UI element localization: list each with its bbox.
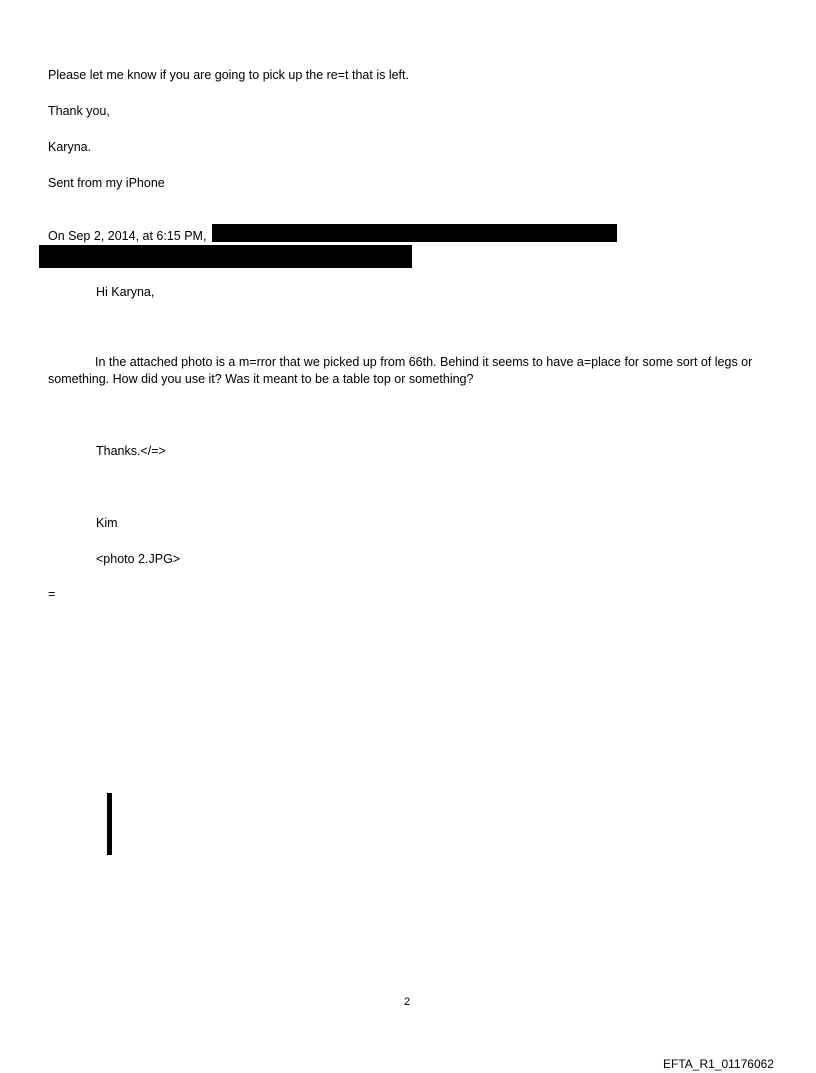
redaction-block bbox=[212, 224, 617, 242]
redaction-block bbox=[39, 245, 412, 268]
signature-line: Karyna. bbox=[48, 140, 92, 154]
quoted-closing: Thanks.</=> bbox=[96, 444, 166, 458]
quoted-body-text: In the attached photo is a m=rror that we picked up from 66th. Behind it seems to have a=place for some sort of legs or something. How did you use it? Was it meant to be a table top or something? bbox=[48, 355, 753, 386]
document-id: EFTA_R1_01176062 bbox=[663, 1057, 774, 1071]
vertical-bar-mark bbox=[107, 793, 112, 855]
thanks-line: Thank you, bbox=[48, 104, 110, 118]
quoted-name: Kim bbox=[96, 516, 118, 530]
quoted-body bbox=[48, 354, 776, 388]
trailer-line: = bbox=[48, 587, 56, 601]
quote-header: On Sep 2, 2014, at 6:15 PM, bbox=[48, 229, 207, 243]
quoted-greeting: Hi Karyna, bbox=[96, 285, 155, 299]
reply-line: Please let me know if you are going to pick up the re=t that is left. bbox=[48, 68, 409, 82]
attachment-placeholder: <photo 2.JPG> bbox=[96, 552, 181, 566]
sent-from-line: Sent from my iPhone bbox=[48, 176, 165, 190]
page-number: 2 bbox=[404, 996, 411, 1008]
